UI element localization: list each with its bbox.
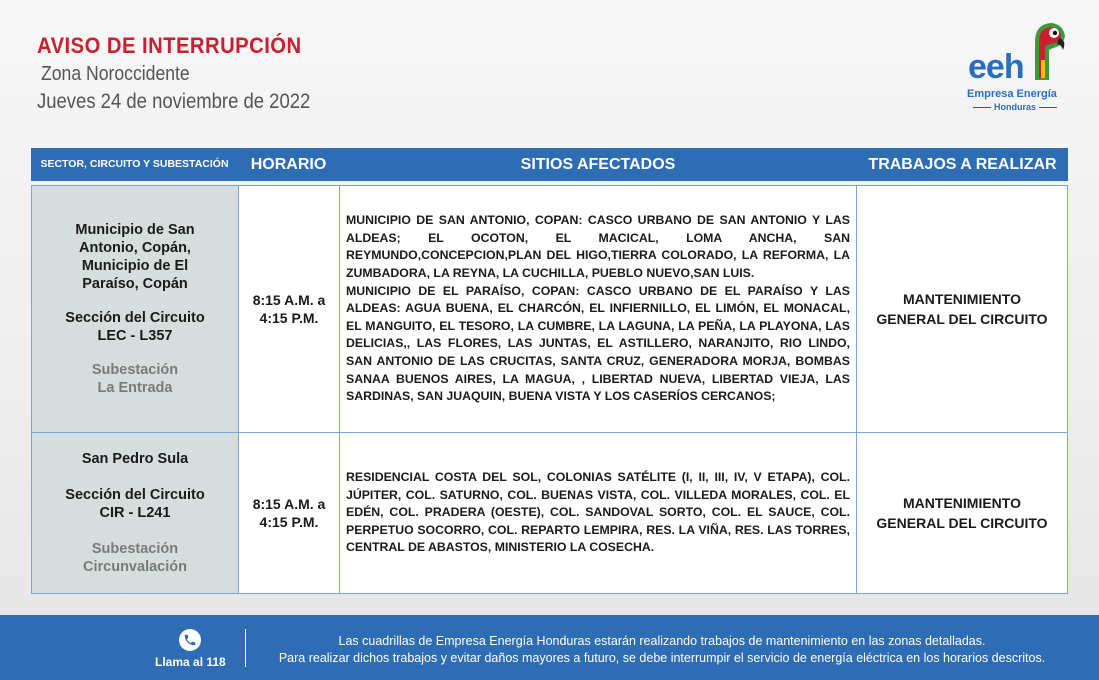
schedule-text: 8:15 A.M. a 4:15 P.M. bbox=[252, 496, 326, 530]
works-text: MANTENIMIENTO GENERAL DEL CIRCUITO bbox=[876, 291, 1048, 327]
schedule-cell bbox=[239, 186, 340, 432]
substation-name: La Entrada bbox=[97, 380, 173, 396]
circuit-code: CIR - L241 bbox=[99, 505, 171, 521]
works-text: MANTENIMIENTO GENERAL DEL CIRCUITO bbox=[876, 495, 1048, 531]
table-header bbox=[31, 148, 1068, 181]
sites-cell bbox=[340, 186, 857, 432]
table-row bbox=[31, 185, 1068, 433]
seccion-label: Sección del Circuito bbox=[65, 310, 205, 326]
sector-cell bbox=[32, 186, 239, 432]
zone-label: Zona Noroccidente bbox=[41, 63, 190, 85]
works-cell bbox=[857, 433, 1067, 593]
substation-label: Subestación bbox=[91, 362, 179, 378]
sites-text: RESIDENCIAL COSTA DEL SOL, COLONIAS SATÉLITE (I, II, III, IV, V ETAPA), COL. JÚPITER, COL. SATURNO, COL. BUENAS VISTA, COL. VILLEDA MORALES, COL. EL EDÉN, COL. PRADERA (OESTE), COL. SANDOVAL SORTO, COL. EL SAUCE, COL. PERPETUO SOCORRO, COL. REPARTO LEMPIRA, RES. LA VIÑA, RES. LAS TORRES, CENTRAL DE ABASTOS, MINISTERIO LA COSECHA. bbox=[346, 470, 850, 555]
sites-text: MUNICIPIO DE SAN ANTONIO, COPAN: CASCO URBANO DE SAN ANTONIO Y LAS ALDEAS; EL OCOTON, EL MACICAL, LOMA ANCHA, SAN REYMUNDO,CONCEPCION,PLAN DEL HIGO,TIERRA COLORADO, LA REFORMA, LA ZUMBADORA, LA REYNA, LA CUCHILLA, PUEBLO NUEVO,SAN LUIS. bbox=[346, 213, 850, 281]
header bbox=[37, 33, 348, 114]
footer-bar bbox=[0, 615, 1099, 680]
footer-line-1: Las cuadrillas de Empresa Energía Honduras estarán realizando trabajos de mantenimiento en las zonas detalladas. bbox=[338, 634, 986, 648]
parrot-logo-icon bbox=[1027, 20, 1067, 82]
works-cell bbox=[857, 186, 1067, 432]
eeh-logo bbox=[965, 20, 1070, 115]
header-trabajos: TRABAJOS A REALIZAR bbox=[868, 155, 1057, 173]
logo-country: Honduras bbox=[965, 102, 1065, 112]
footer-notice bbox=[262, 633, 1062, 667]
schedule-cell bbox=[239, 433, 340, 593]
sites-text: MUNICIPIO DE EL PARAÍSO, COPAN: CASCO URBANO DE EL PARAÍSO Y LAS ALDEAS: AGUA BUENA, EL CHARCÓN, EL INFIERNILLO, EL LIMÓN, EL MONACAL, EL MANGUITO, EL TESORO, LA CUMBRE, LA LAGUNA, LA PEÑA, LA PLAYONA, LAS DELICIAS,, LAS FLORES, LAS JUNTAS, EL ASTILLERO, NARANJITO, RIO LINDO, SAN ANTONIO DE LAS CRUCITAS, SANTA CRUZ, GENERADORA MORJA, BOMBAS SANAA BUENOS AIRES, LA MAGUA, , LIBERTAD NUEVA, LIBERTAD VIEJA, LAS SARDINAS, SAN JUAQUIN, BUENA VISTA Y LOS CASERÍOS CERCANOS; bbox=[346, 283, 850, 404]
call-label[interactable]: Llama al 118 bbox=[155, 655, 226, 669]
page-title: AVISO DE INTERRUPCIÓN bbox=[37, 33, 302, 58]
logo-wordmark: eeh bbox=[968, 48, 1024, 86]
date-label: Jueves 24 de noviembre de 2022 bbox=[37, 90, 311, 113]
substation-name: Circunvalación bbox=[83, 559, 187, 575]
interruption-table bbox=[31, 148, 1068, 594]
municipio-text: San Pedro Sula bbox=[81, 451, 189, 467]
sites-cell bbox=[340, 433, 857, 593]
schedule-text: 8:15 A.M. a 4:15 P.M. bbox=[252, 292, 326, 326]
phone-icon[interactable] bbox=[179, 629, 201, 651]
footer-line-2: Para realizar dichos trabajos y evitar daños mayores a futuro, se debe interrumpir el servicio de energía eléctrica en los horarios descritos. bbox=[278, 651, 1046, 665]
header-sector: SECTOR, CIRCUITO Y SUBESTACIÓN bbox=[40, 158, 229, 170]
substation-label: Subestación bbox=[91, 541, 179, 557]
municipio-text: Municipio de San Antonio, Copán, Municipio de El Paraíso, Copán bbox=[75, 222, 195, 292]
footer-divider bbox=[245, 629, 246, 667]
header-horario: HORARIO bbox=[250, 155, 327, 173]
logo-brand: Empresa Energía bbox=[967, 88, 1057, 100]
table-row bbox=[31, 433, 1068, 594]
circuit-code: LEC - L357 bbox=[97, 328, 173, 344]
header-sitios: SITIOS AFECTADOS bbox=[520, 155, 676, 173]
sector-cell bbox=[32, 433, 239, 593]
seccion-label: Sección del Circuito bbox=[65, 487, 205, 503]
